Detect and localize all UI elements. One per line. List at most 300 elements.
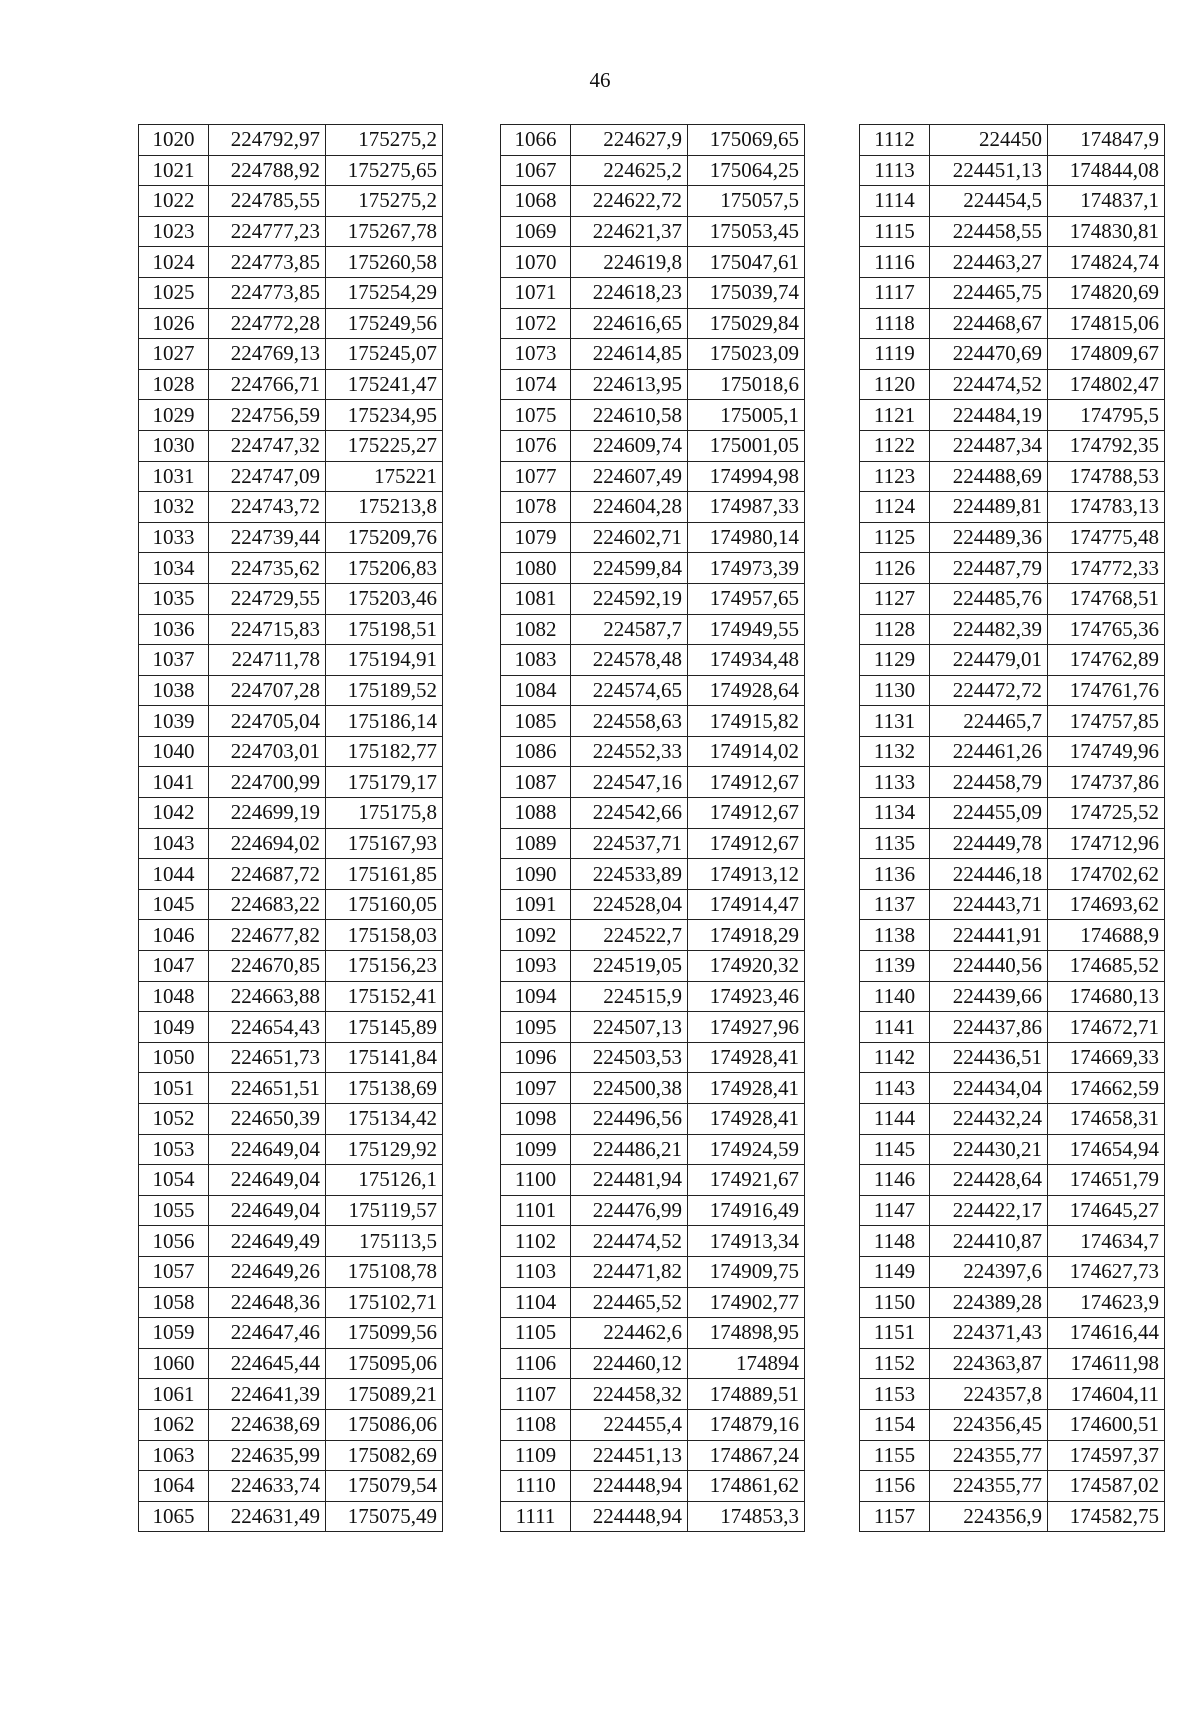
y-coordinate-cell: 174894 <box>688 1348 805 1379</box>
point-number-cell: 1031 <box>139 461 209 492</box>
table-row <box>139 1348 443 1379</box>
table-row <box>860 1471 1165 1502</box>
x-coordinate-cell: 224627,9 <box>571 125 688 156</box>
y-coordinate-cell: 174994,98 <box>688 461 805 492</box>
y-coordinate-cell: 175145,89 <box>326 1012 443 1043</box>
y-coordinate-cell: 174853,3 <box>688 1501 805 1532</box>
table-row <box>139 1287 443 1318</box>
y-coordinate-cell: 174949,55 <box>688 614 805 645</box>
y-coordinate-cell: 174920,32 <box>688 951 805 982</box>
y-coordinate-cell: 174928,41 <box>688 1104 805 1135</box>
table-row <box>860 798 1165 829</box>
table-row <box>860 155 1165 186</box>
x-coordinate-cell: 224355,77 <box>930 1471 1048 1502</box>
x-coordinate-cell: 224645,44 <box>209 1348 326 1379</box>
x-coordinate-cell: 224461,26 <box>930 736 1048 767</box>
y-coordinate-cell: 174927,96 <box>688 1012 805 1043</box>
table-row <box>860 369 1165 400</box>
x-coordinate-cell: 224607,49 <box>571 461 688 492</box>
x-coordinate-cell: 224635,99 <box>209 1440 326 1471</box>
point-number-cell: 1041 <box>139 767 209 798</box>
table-row <box>501 981 805 1012</box>
point-number-cell: 1102 <box>501 1226 571 1257</box>
y-coordinate-cell: 175089,21 <box>326 1379 443 1410</box>
y-coordinate-cell: 175209,76 <box>326 522 443 553</box>
table-row <box>501 1165 805 1196</box>
x-coordinate-cell: 224484,19 <box>930 400 1048 431</box>
y-coordinate-cell: 174587,02 <box>1048 1471 1165 1502</box>
y-coordinate-cell: 175206,83 <box>326 553 443 584</box>
x-coordinate-cell: 224472,72 <box>930 675 1048 706</box>
table-row <box>139 277 443 308</box>
table-row <box>501 706 805 737</box>
point-number-cell: 1089 <box>501 828 571 859</box>
table-row <box>139 1073 443 1104</box>
table-row <box>860 1073 1165 1104</box>
point-number-cell: 1043 <box>139 828 209 859</box>
point-number-cell: 1078 <box>501 492 571 523</box>
table-row <box>501 277 805 308</box>
table-row <box>501 1318 805 1349</box>
x-coordinate-cell: 224641,39 <box>209 1379 326 1410</box>
y-coordinate-cell: 175069,65 <box>688 125 805 156</box>
point-number-cell: 1142 <box>860 1042 930 1073</box>
y-coordinate-cell: 174761,76 <box>1048 675 1165 706</box>
table-row <box>139 798 443 829</box>
y-coordinate-cell: 175179,17 <box>326 767 443 798</box>
y-coordinate-cell: 174685,52 <box>1048 951 1165 982</box>
point-number-cell: 1156 <box>860 1471 930 1502</box>
y-coordinate-cell: 174762,89 <box>1048 645 1165 676</box>
table-row <box>139 461 443 492</box>
y-coordinate-cell: 175175,8 <box>326 798 443 829</box>
table-row <box>860 951 1165 982</box>
y-coordinate-cell: 174980,14 <box>688 522 805 553</box>
x-coordinate-cell: 224476,99 <box>571 1195 688 1226</box>
x-coordinate-cell: 224649,04 <box>209 1165 326 1196</box>
y-coordinate-cell: 175221 <box>326 461 443 492</box>
table-row <box>139 216 443 247</box>
table-row <box>860 706 1165 737</box>
point-number-cell: 1030 <box>139 430 209 461</box>
table-row <box>139 1318 443 1349</box>
table-row <box>860 186 1165 217</box>
y-coordinate-cell: 175160,05 <box>326 889 443 920</box>
y-coordinate-cell: 174634,7 <box>1048 1226 1165 1257</box>
table-row <box>860 1012 1165 1043</box>
point-number-cell: 1051 <box>139 1073 209 1104</box>
x-coordinate-cell: 224451,13 <box>571 1440 688 1471</box>
y-coordinate-cell: 175254,29 <box>326 277 443 308</box>
point-number-cell: 1087 <box>501 767 571 798</box>
table-row <box>501 1256 805 1287</box>
point-number-cell: 1088 <box>501 798 571 829</box>
point-number-cell: 1149 <box>860 1256 930 1287</box>
y-coordinate-cell: 175152,41 <box>326 981 443 1012</box>
x-coordinate-cell: 224454,5 <box>930 186 1048 217</box>
x-coordinate-cell: 224474,52 <box>571 1226 688 1257</box>
x-coordinate-cell: 224650,39 <box>209 1104 326 1135</box>
point-number-cell: 1126 <box>860 553 930 584</box>
point-number-cell: 1036 <box>139 614 209 645</box>
table-row <box>860 1195 1165 1226</box>
x-coordinate-cell: 224735,62 <box>209 553 326 584</box>
table-row <box>501 430 805 461</box>
point-number-cell: 1097 <box>501 1073 571 1104</box>
x-coordinate-cell: 224371,43 <box>930 1318 1048 1349</box>
x-coordinate-cell: 224434,04 <box>930 1073 1048 1104</box>
point-number-cell: 1141 <box>860 1012 930 1043</box>
x-coordinate-cell: 224481,94 <box>571 1165 688 1196</box>
point-number-cell: 1052 <box>139 1104 209 1135</box>
y-coordinate-cell: 175213,8 <box>326 492 443 523</box>
y-coordinate-cell: 174604,11 <box>1048 1379 1165 1410</box>
x-coordinate-cell: 224677,82 <box>209 920 326 951</box>
y-coordinate-cell: 175029,84 <box>688 308 805 339</box>
point-number-cell: 1050 <box>139 1042 209 1073</box>
y-coordinate-cell: 174824,74 <box>1048 247 1165 278</box>
table-row <box>860 1256 1165 1287</box>
table-row <box>501 798 805 829</box>
x-coordinate-cell: 224558,63 <box>571 706 688 737</box>
point-number-cell: 1113 <box>860 155 930 186</box>
y-coordinate-cell: 174809,67 <box>1048 339 1165 370</box>
y-coordinate-cell: 175275,2 <box>326 125 443 156</box>
table-row <box>501 675 805 706</box>
point-number-cell: 1135 <box>860 828 930 859</box>
point-number-cell: 1151 <box>860 1318 930 1349</box>
point-number-cell: 1098 <box>501 1104 571 1135</box>
table-row <box>139 430 443 461</box>
x-coordinate-cell: 224687,72 <box>209 859 326 890</box>
point-number-cell: 1047 <box>139 951 209 982</box>
y-coordinate-cell: 174837,1 <box>1048 186 1165 217</box>
table-row <box>139 339 443 370</box>
point-number-cell: 1080 <box>501 553 571 584</box>
x-coordinate-cell: 224460,12 <box>571 1348 688 1379</box>
x-coordinate-cell: 224542,66 <box>571 798 688 829</box>
y-coordinate-cell: 175119,57 <box>326 1195 443 1226</box>
point-number-cell: 1115 <box>860 216 930 247</box>
table-row <box>139 675 443 706</box>
y-coordinate-cell: 174768,51 <box>1048 583 1165 614</box>
table-row <box>860 1134 1165 1165</box>
point-number-cell: 1110 <box>501 1471 571 1502</box>
table-row <box>860 1501 1165 1532</box>
y-coordinate-cell: 175053,45 <box>688 216 805 247</box>
x-coordinate-cell: 224699,19 <box>209 798 326 829</box>
y-coordinate-cell: 175249,56 <box>326 308 443 339</box>
coordinate-table-3 <box>859 124 1165 1532</box>
table-row <box>139 1195 443 1226</box>
y-coordinate-cell: 174987,33 <box>688 492 805 523</box>
point-number-cell: 1084 <box>501 675 571 706</box>
point-number-cell: 1037 <box>139 645 209 676</box>
x-coordinate-cell: 224633,74 <box>209 1471 326 1502</box>
point-number-cell: 1101 <box>501 1195 571 1226</box>
y-coordinate-cell: 174912,67 <box>688 767 805 798</box>
table-row <box>860 492 1165 523</box>
point-number-cell: 1058 <box>139 1287 209 1318</box>
x-coordinate-cell: 224648,36 <box>209 1287 326 1318</box>
table-row <box>501 1042 805 1073</box>
table-row <box>501 1012 805 1043</box>
x-coordinate-cell: 224788,92 <box>209 155 326 186</box>
table-row <box>860 920 1165 951</box>
x-coordinate-cell: 224649,26 <box>209 1256 326 1287</box>
point-number-cell: 1023 <box>139 216 209 247</box>
point-number-cell: 1130 <box>860 675 930 706</box>
table-row <box>860 1348 1165 1379</box>
point-number-cell: 1029 <box>139 400 209 431</box>
point-number-cell: 1059 <box>139 1318 209 1349</box>
table-row <box>501 1226 805 1257</box>
table-row <box>139 492 443 523</box>
point-number-cell: 1082 <box>501 614 571 645</box>
y-coordinate-cell: 174623,9 <box>1048 1287 1165 1318</box>
point-number-cell: 1118 <box>860 308 930 339</box>
x-coordinate-cell: 224739,44 <box>209 522 326 553</box>
table-row <box>139 308 443 339</box>
x-coordinate-cell: 224482,39 <box>930 614 1048 645</box>
y-coordinate-cell: 175005,1 <box>688 400 805 431</box>
x-coordinate-cell: 224489,81 <box>930 492 1048 523</box>
point-number-cell: 1044 <box>139 859 209 890</box>
point-number-cell: 1076 <box>501 430 571 461</box>
point-number-cell: 1129 <box>860 645 930 676</box>
table-row <box>501 369 805 400</box>
y-coordinate-cell: 174765,36 <box>1048 614 1165 645</box>
y-coordinate-cell: 174923,46 <box>688 981 805 1012</box>
x-coordinate-cell: 224448,94 <box>571 1471 688 1502</box>
point-number-cell: 1114 <box>860 186 930 217</box>
table-row <box>501 186 805 217</box>
coordinate-table-2 <box>500 124 805 1532</box>
y-coordinate-cell: 175129,92 <box>326 1134 443 1165</box>
y-coordinate-cell: 175099,56 <box>326 1318 443 1349</box>
table-row <box>860 308 1165 339</box>
y-coordinate-cell: 175064,25 <box>688 155 805 186</box>
y-coordinate-cell: 174912,67 <box>688 798 805 829</box>
table-row <box>139 706 443 737</box>
y-coordinate-cell: 175267,78 <box>326 216 443 247</box>
table-row <box>501 247 805 278</box>
y-coordinate-cell: 175057,5 <box>688 186 805 217</box>
x-coordinate-cell: 224465,75 <box>930 277 1048 308</box>
point-number-cell: 1042 <box>139 798 209 829</box>
y-coordinate-cell: 174924,59 <box>688 1134 805 1165</box>
table-row <box>139 1012 443 1043</box>
x-coordinate-cell: 224443,71 <box>930 889 1048 920</box>
table-row <box>139 736 443 767</box>
point-number-cell: 1025 <box>139 277 209 308</box>
y-coordinate-cell: 175186,14 <box>326 706 443 737</box>
y-coordinate-cell: 175241,47 <box>326 369 443 400</box>
y-coordinate-cell: 174702,62 <box>1048 859 1165 890</box>
x-coordinate-cell: 224747,32 <box>209 430 326 461</box>
y-coordinate-cell: 174928,41 <box>688 1073 805 1104</box>
x-coordinate-cell: 224485,76 <box>930 583 1048 614</box>
table-row <box>501 1073 805 1104</box>
point-number-cell: 1105 <box>501 1318 571 1349</box>
point-number-cell: 1065 <box>139 1501 209 1532</box>
point-number-cell: 1054 <box>139 1165 209 1196</box>
y-coordinate-cell: 174918,29 <box>688 920 805 951</box>
x-coordinate-cell: 224528,04 <box>571 889 688 920</box>
y-coordinate-cell: 175141,84 <box>326 1042 443 1073</box>
y-coordinate-cell: 174757,85 <box>1048 706 1165 737</box>
table-row <box>139 920 443 951</box>
table-row <box>501 522 805 553</box>
x-coordinate-cell: 224651,73 <box>209 1042 326 1073</box>
x-coordinate-cell: 224449,78 <box>930 828 1048 859</box>
point-number-cell: 1091 <box>501 889 571 920</box>
point-number-cell: 1060 <box>139 1348 209 1379</box>
x-coordinate-cell: 224446,18 <box>930 859 1048 890</box>
x-coordinate-cell: 224488,69 <box>930 461 1048 492</box>
x-coordinate-cell: 224432,24 <box>930 1104 1048 1135</box>
x-coordinate-cell: 224437,86 <box>930 1012 1048 1043</box>
table-row <box>501 339 805 370</box>
x-coordinate-cell: 224430,21 <box>930 1134 1048 1165</box>
x-coordinate-cell: 224440,56 <box>930 951 1048 982</box>
y-coordinate-cell: 175158,03 <box>326 920 443 951</box>
x-coordinate-cell: 224474,52 <box>930 369 1048 400</box>
x-coordinate-cell: 224458,79 <box>930 767 1048 798</box>
table-row <box>139 614 443 645</box>
y-coordinate-cell: 174597,37 <box>1048 1440 1165 1471</box>
point-number-cell: 1079 <box>501 522 571 553</box>
y-coordinate-cell: 175082,69 <box>326 1440 443 1471</box>
x-coordinate-cell: 224487,79 <box>930 553 1048 584</box>
x-coordinate-cell: 224587,7 <box>571 614 688 645</box>
y-coordinate-cell: 175102,71 <box>326 1287 443 1318</box>
table-row <box>501 308 805 339</box>
y-coordinate-cell: 174916,49 <box>688 1195 805 1226</box>
x-coordinate-cell: 224410,87 <box>930 1226 1048 1257</box>
x-coordinate-cell: 224747,09 <box>209 461 326 492</box>
table-row <box>860 1287 1165 1318</box>
x-coordinate-cell: 224436,51 <box>930 1042 1048 1073</box>
point-number-cell: 1124 <box>860 492 930 523</box>
y-coordinate-cell: 175095,06 <box>326 1348 443 1379</box>
x-coordinate-cell: 224533,89 <box>571 859 688 890</box>
x-coordinate-cell: 224649,04 <box>209 1195 326 1226</box>
x-coordinate-cell: 224616,65 <box>571 308 688 339</box>
x-coordinate-cell: 224711,78 <box>209 645 326 676</box>
table-row <box>860 583 1165 614</box>
table-row <box>860 277 1165 308</box>
table-row <box>501 1379 805 1410</box>
y-coordinate-cell: 174662,59 <box>1048 1073 1165 1104</box>
table-row <box>860 614 1165 645</box>
point-number-cell: 1028 <box>139 369 209 400</box>
point-number-cell: 1094 <box>501 981 571 1012</box>
table-row <box>860 553 1165 584</box>
table-row <box>501 216 805 247</box>
y-coordinate-cell: 174914,02 <box>688 736 805 767</box>
table-row <box>139 400 443 431</box>
table-row <box>501 492 805 523</box>
table-row <box>860 981 1165 1012</box>
x-coordinate-cell: 224441,91 <box>930 920 1048 951</box>
point-number-cell: 1026 <box>139 308 209 339</box>
x-coordinate-cell: 224614,85 <box>571 339 688 370</box>
x-coordinate-cell: 224500,38 <box>571 1073 688 1104</box>
table-row <box>860 1409 1165 1440</box>
y-coordinate-cell: 174688,9 <box>1048 920 1165 951</box>
x-coordinate-cell: 224613,95 <box>571 369 688 400</box>
point-number-cell: 1144 <box>860 1104 930 1135</box>
y-coordinate-cell: 174902,77 <box>688 1287 805 1318</box>
table-row <box>860 859 1165 890</box>
x-coordinate-cell: 224357,8 <box>930 1379 1048 1410</box>
point-number-cell: 1072 <box>501 308 571 339</box>
y-coordinate-cell: 174669,33 <box>1048 1042 1165 1073</box>
x-coordinate-cell: 224468,67 <box>930 308 1048 339</box>
table-row <box>501 767 805 798</box>
table-row <box>501 1501 805 1532</box>
point-number-cell: 1150 <box>860 1287 930 1318</box>
x-coordinate-cell: 224439,66 <box>930 981 1048 1012</box>
page-number: 46 <box>589 68 611 92</box>
point-number-cell: 1045 <box>139 889 209 920</box>
table-row <box>501 583 805 614</box>
point-number-cell: 1077 <box>501 461 571 492</box>
x-coordinate-cell: 224773,85 <box>209 277 326 308</box>
table-row <box>860 736 1165 767</box>
table-row <box>139 1226 443 1257</box>
x-coordinate-cell: 224463,27 <box>930 247 1048 278</box>
x-coordinate-cell: 224622,72 <box>571 186 688 217</box>
table-row <box>501 645 805 676</box>
y-coordinate-cell: 175039,74 <box>688 277 805 308</box>
y-coordinate-cell: 174867,24 <box>688 1440 805 1471</box>
point-number-cell: 1092 <box>501 920 571 951</box>
point-number-cell: 1086 <box>501 736 571 767</box>
point-number-cell: 1107 <box>501 1379 571 1410</box>
table-row <box>139 889 443 920</box>
point-number-cell: 1063 <box>139 1440 209 1471</box>
y-coordinate-cell: 174645,27 <box>1048 1195 1165 1226</box>
y-coordinate-cell: 174775,48 <box>1048 522 1165 553</box>
table-row <box>139 186 443 217</box>
point-number-cell: 1024 <box>139 247 209 278</box>
x-coordinate-cell: 224599,84 <box>571 553 688 584</box>
x-coordinate-cell: 224455,09 <box>930 798 1048 829</box>
table-row <box>860 339 1165 370</box>
table-row <box>139 828 443 859</box>
y-coordinate-cell: 174934,48 <box>688 645 805 676</box>
point-number-cell: 1056 <box>139 1226 209 1257</box>
table-row <box>860 522 1165 553</box>
point-number-cell: 1033 <box>139 522 209 553</box>
y-coordinate-cell: 174651,79 <box>1048 1165 1165 1196</box>
y-coordinate-cell: 174861,62 <box>688 1471 805 1502</box>
y-coordinate-cell: 175018,6 <box>688 369 805 400</box>
y-coordinate-cell: 175108,78 <box>326 1256 443 1287</box>
table-row <box>501 828 805 859</box>
point-number-cell: 1152 <box>860 1348 930 1379</box>
point-number-cell: 1132 <box>860 736 930 767</box>
y-coordinate-cell: 174914,47 <box>688 889 805 920</box>
y-coordinate-cell: 175113,5 <box>326 1226 443 1257</box>
table-row <box>860 1104 1165 1135</box>
x-coordinate-cell: 224785,55 <box>209 186 326 217</box>
y-coordinate-cell: 174616,44 <box>1048 1318 1165 1349</box>
table-row <box>860 1165 1165 1196</box>
point-number-cell: 1048 <box>139 981 209 1012</box>
